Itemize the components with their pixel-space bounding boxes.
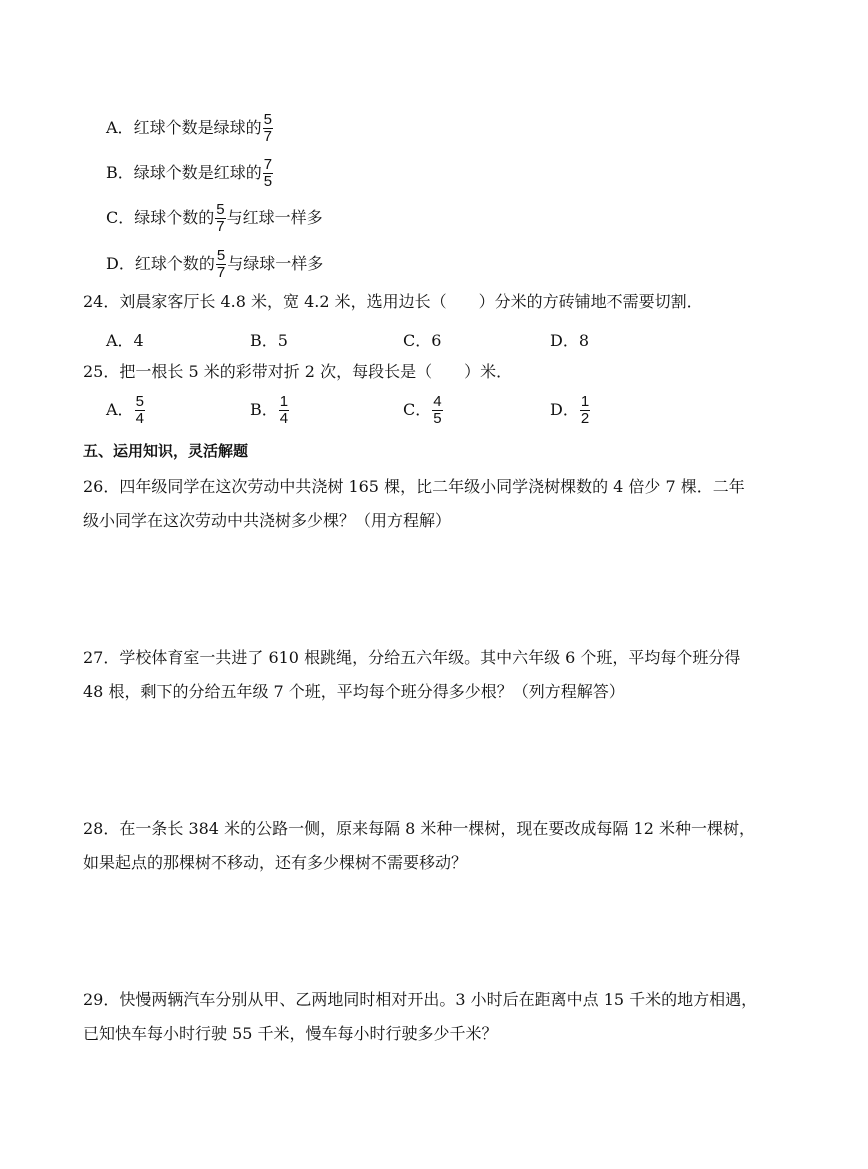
section-heading: 五、运用知识，灵活解题: [83, 442, 249, 460]
q29-line2: 已知快车每小时行驶 55 千米，慢车每小时行驶多少千米？: [83, 1024, 498, 1043]
q27-line1: 27．学校体育室一共进了 610 根跳绳，分给五六年级。其中六年级 6 个班，平均每个班分得: [83, 648, 741, 667]
q24-option-a: A．4: [106, 331, 144, 350]
q25-option-b: B． $\frac{1}{4}$: [250, 393, 289, 427]
fraction: $\frac{1}{2}$: [580, 393, 590, 427]
q26-line2: 级小同学在这次劳动中共浇树多少棵？（用方程解）: [83, 511, 452, 530]
fraction: $\frac{5}{7}$: [216, 247, 226, 281]
q25-option-a: A． $\frac{5}{4}$: [106, 393, 144, 427]
q25-option-c: C． $\frac{4}{5}$: [403, 393, 442, 427]
fraction: $\frac{5}{4}$: [135, 393, 144, 427]
q25-option-d: D． $\frac{1}{2}$: [550, 393, 590, 427]
q24-text: 24．刘晨家客厅长 4.8 米，宽 4.2 米，选用边长（ ）分米的方砖铺地不需要切割．: [83, 292, 703, 311]
fraction: $\frac{1}{4}$: [279, 393, 289, 427]
fraction: $\frac{4}{5}$: [433, 393, 442, 427]
q28-line1: 28．在一条长 384 米的公路一侧，原来每隔 8 米种一棵树，现在要改成每隔 12 米种一棵树，: [83, 819, 755, 838]
q24-option-c: C．6: [403, 331, 442, 350]
fraction: $\frac{5}{7}$: [216, 201, 225, 235]
fraction: $\frac{7}{5}$: [263, 156, 273, 190]
q23-option-b: B．绿球个数是红球的 $\frac{7}{5}$: [106, 156, 273, 190]
q25-text: 25．把一根长 5 米的彩带对折 2 次，每段长是（ ）米．: [83, 362, 513, 381]
q24-option-b: B．5: [250, 331, 288, 350]
q26-line1: 26．四年级同学在这次劳动中共浇树 165 棵，比二年级小同学浇树棵数的 4 倍少 7 棵．二年: [83, 477, 745, 496]
q23-option-d: D．红球个数的 $\frac{5}{7}$ 与绿球一样多: [106, 247, 324, 281]
q24-option-d: D．8: [550, 331, 590, 350]
fraction: $\frac{5}{7}$: [263, 111, 272, 145]
q29-line1: 29．快慢两辆汽车分别从甲、乙两地同时相对开出。3 小时后在距离中点 15 千米的地方相遇，: [83, 990, 758, 1009]
q23-option-a: A．红球个数是绿球的 $\frac{5}{7}$: [106, 111, 272, 145]
q23-option-c: C．绿球个数的 $\frac{5}{7}$ 与红球一样多: [106, 201, 323, 235]
q27-line2: 48 根，剩下的分给五年级 7 个班，平均每个班分得多少根？（列方程解答）: [83, 682, 625, 701]
q28-line2: 如果起点的那棵树不移动，还有多少棵树不需要移动？: [83, 853, 468, 872]
